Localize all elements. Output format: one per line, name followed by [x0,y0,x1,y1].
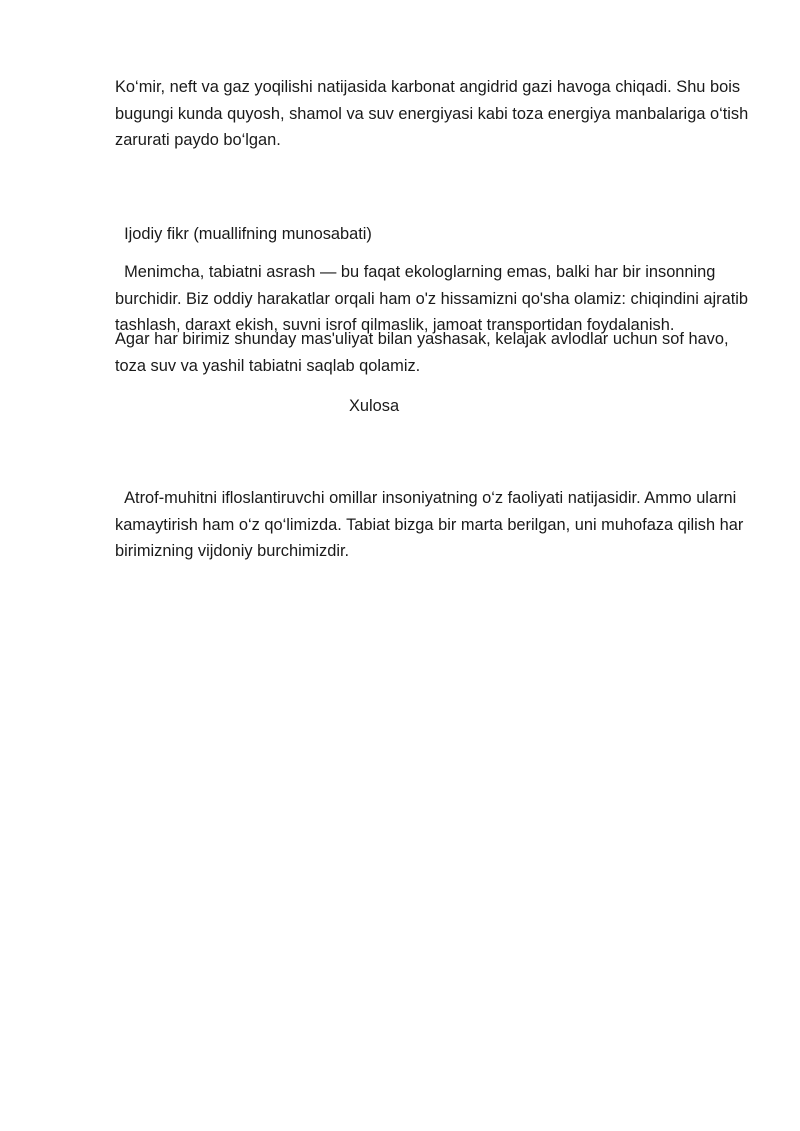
paragraph-conclusion [115,432,750,618]
paragraph-text: Atrof-muhitni ifloslantiruvchi omillar insoniyatning o‘z faoliyati natijasidir. Ammo ularni kamaytirish ham o‘z qo‘limizda. Tabiat bizga bir marta berilgan, uni muhofaza qilish har birimizning vijdoniy burchimizdir. [115,489,748,560]
paragraph-text: Ko‘mir, neft va gaz yoqilishi natijasida karbonat angidrid gazi havoga chiqadi. Shu bois bugungi kunda quyosh, shamol va suv energiyasi kabi toza energiya manbalariga o‘tish zarurati paydo bo‘lgan. [115,78,749,149]
paragraph-energy [115,74,750,154]
section-heading-conclusion [115,393,633,420]
heading-text: Ijodiy fikr (muallifning munosabati) [115,225,372,243]
paragraph-text: Menimcha, tabiatni asrash — bu faqat ekologlarning emas, balki har bir insonning burchidir. Biz oddiy harakatlar orqali ham o'z hissamizni qo'sha olamiz: chiqindini ajratib tashlash, daraxt ekish, suvni isrof qilmaslik, jamoat transportidan foydalanish. [115,263,753,334]
paragraph-text: Agar har birimiz shunday mas'uliyat bilan yashasak, kelajak avlodlar uchun sof havo, toza suv va yashil tabiatni saqlab qolamiz. [115,330,729,375]
heading-text: Xulosa [348,397,400,415]
paragraph-responsibility [115,326,750,379]
